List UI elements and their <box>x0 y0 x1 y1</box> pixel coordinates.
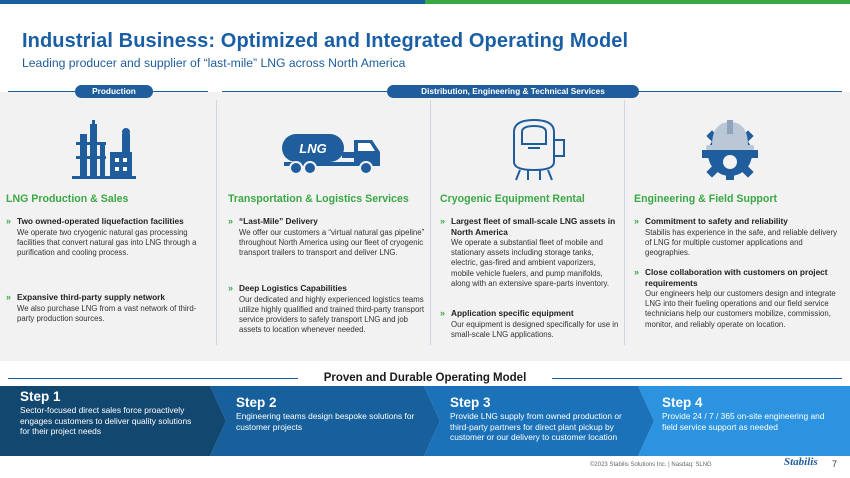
column-transportation <box>222 100 430 350</box>
item-title: Deep Logistics Capabilities <box>239 283 347 293</box>
column-heading: Cryogenic Equipment Rental <box>440 193 585 205</box>
operating-model-title: Proven and Durable Operating Model <box>323 372 527 384</box>
distribution-section-label: Distribution, Engineering & Technical Services <box>387 85 639 98</box>
list-item <box>634 216 840 258</box>
item-title-wrapper <box>634 216 840 227</box>
column-engineering <box>630 100 842 350</box>
step-text: Sector-focused direct sales force proactively engages customers to deliver quality solutions for their project needs <box>20 405 192 437</box>
double-chevron-icon: » <box>440 216 446 226</box>
double-chevron-icon: » <box>6 292 12 302</box>
item-title: Close collaboration with customers on project requirements <box>645 267 828 288</box>
double-chevron-icon: » <box>634 267 640 277</box>
list-item <box>634 267 840 330</box>
column-cryogenic <box>436 100 624 350</box>
step-1 <box>0 386 210 456</box>
list-item <box>228 283 428 335</box>
step-text: Provide 24 / 7 / 365 on-site engineering and field service support as needed <box>662 411 825 432</box>
cryogenic-tank-icon <box>494 112 574 182</box>
double-chevron-icon: » <box>228 283 234 293</box>
item-title: Two owned-operated liquefaction facilities <box>17 216 184 226</box>
item-text: Our equipment is designed specifically for use in small-scale LNG applications. <box>451 319 619 339</box>
lng-plant-icon <box>70 112 170 182</box>
list-item <box>440 308 620 340</box>
item-text: We operate a substantial fleet of mobile and stationary assets including storage tanks, electric, gas-fired and ambient vaporizers, mobile vehicle fuelers, and pump manifolds, along with an extensive spare-parts inventory. <box>451 238 610 288</box>
step-4 <box>638 386 850 456</box>
production-section-label: Production <box>75 85 153 98</box>
item-text: We operate two cryogenic natural gas processing facilities that convert natural gas into LNG through a purification and cooling process. <box>17 227 197 257</box>
double-chevron-icon: » <box>228 216 234 226</box>
item-title: Application specific equipment <box>451 308 574 318</box>
page-number: 7 <box>832 459 838 469</box>
column-divider <box>216 100 217 345</box>
item-title: Commitment to safety and reliability <box>645 216 788 226</box>
double-chevron-icon: » <box>440 308 446 318</box>
hardhat-gear-icon <box>690 112 770 182</box>
item-title: “Last-Mile” Delivery <box>239 216 318 226</box>
step-2 <box>210 386 424 456</box>
page-subtitle: Leading producer and supplier of “last-mile” LNG across North America <box>22 56 406 70</box>
column-heading: LNG Production & Sales <box>6 193 129 205</box>
step-label: Step 3 <box>450 395 491 410</box>
column-heading: Engineering & Field Support <box>634 193 778 205</box>
item-text: Stabilis has experience in the safe, and reliable delivery of LNG for multiple customer applications and geographies. <box>645 227 838 257</box>
double-chevron-icon: » <box>634 216 640 226</box>
list-item <box>6 292 211 324</box>
lng-truck-icon <box>280 112 390 182</box>
column-heading: Transportation & Logistics Services <box>228 193 409 205</box>
step-3 <box>424 386 638 456</box>
item-text: Our engineers help our customers design and integrate LNG into their fueling operations and our field service technicians help our customers mobilize, commission, monitor, and reliably operate on location. <box>645 289 836 329</box>
item-title-wrapper <box>440 216 620 237</box>
step-text: Engineering teams design bespoke solutions for customer projects <box>236 411 415 432</box>
step-text: Provide LNG supply from owned production or third-party partners for direct plant pickup by customer or our delivery to customer location <box>450 411 622 443</box>
double-chevron-icon: » <box>6 216 12 226</box>
item-text: Our dedicated and highly experienced logistics teams utilize highly qualified and trained third-party transport service providers to safely transport LNG and job assets to location whenever needed. <box>239 294 425 335</box>
item-text: We offer our customers a “virtual natural gas pipeline” throughout North America using our fleet of cryogenic transport trailers to transport and deliver LNG. <box>239 227 425 257</box>
steps-row <box>0 386 850 456</box>
list-item <box>440 216 620 289</box>
column-divider <box>624 100 625 345</box>
item-title-wrapper <box>6 292 211 303</box>
top-accent-bar <box>0 0 850 4</box>
item-title-wrapper <box>6 216 211 227</box>
list-item <box>6 216 211 258</box>
list-item <box>228 216 428 258</box>
item-title: Expansive third-party supply network <box>17 292 165 302</box>
item-title-wrapper <box>440 308 620 319</box>
step-label: Step 2 <box>236 395 277 410</box>
item-title-wrapper <box>634 267 840 288</box>
step-label: Step 4 <box>662 395 703 410</box>
column-lng-production <box>0 100 216 350</box>
item-text: We also purchase LNG from a vast network of third-party production sources. <box>17 303 197 323</box>
item-title: Largest fleet of small-scale LNG assets in North America <box>451 216 616 237</box>
truck-label: LNG <box>299 141 327 156</box>
item-title-wrapper <box>228 216 428 227</box>
step-label: Step 1 <box>20 389 61 404</box>
column-divider <box>430 100 431 345</box>
company-logo: Stabilis <box>784 456 818 468</box>
footer-copyright: ©2023 Stabilis Solutions Inc. | Nasdaq: SLNG <box>590 462 712 468</box>
page-title: Industrial Business: Optimized and Integrated Operating Model <box>22 30 629 52</box>
item-title-wrapper <box>228 283 428 294</box>
